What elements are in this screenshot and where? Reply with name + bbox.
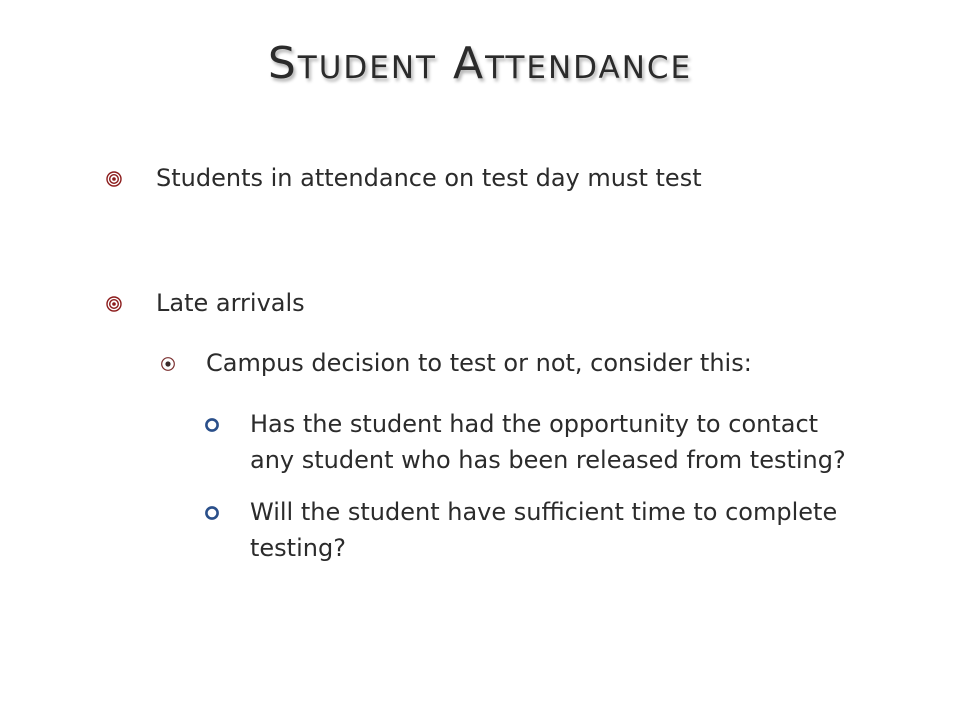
bullet-item — [106, 160, 702, 196]
target-circle-icon — [106, 285, 156, 312]
sub-sub-bullet-text — [250, 494, 837, 566]
sub-bullet-text: Campus decision to test or not, consider this: — [206, 349, 752, 377]
sub-bullet-item — [160, 345, 752, 381]
sub-sub-bullet-text — [250, 406, 846, 478]
ring-icon — [204, 406, 250, 433]
text-line: any student who has been released from testing? — [250, 446, 846, 474]
slide-title: Student Attendance — [267, 38, 693, 89]
bullet-item — [106, 285, 305, 321]
target-circle-icon — [106, 160, 156, 187]
sub-sub-bullet-item — [204, 494, 837, 566]
dot-circle-icon — [160, 345, 206, 372]
text-line: Will the student have sufficient time to complete — [250, 498, 838, 526]
sub-sub-bullet-item — [204, 406, 846, 478]
ring-icon — [204, 494, 250, 521]
bullet-text: Students in attendance on test day must test — [156, 164, 702, 192]
text-line: Has the student had the opportunity to contact — [250, 410, 819, 438]
text-line: testing? — [250, 534, 346, 562]
bullet-text: Late arrivals — [156, 289, 305, 317]
